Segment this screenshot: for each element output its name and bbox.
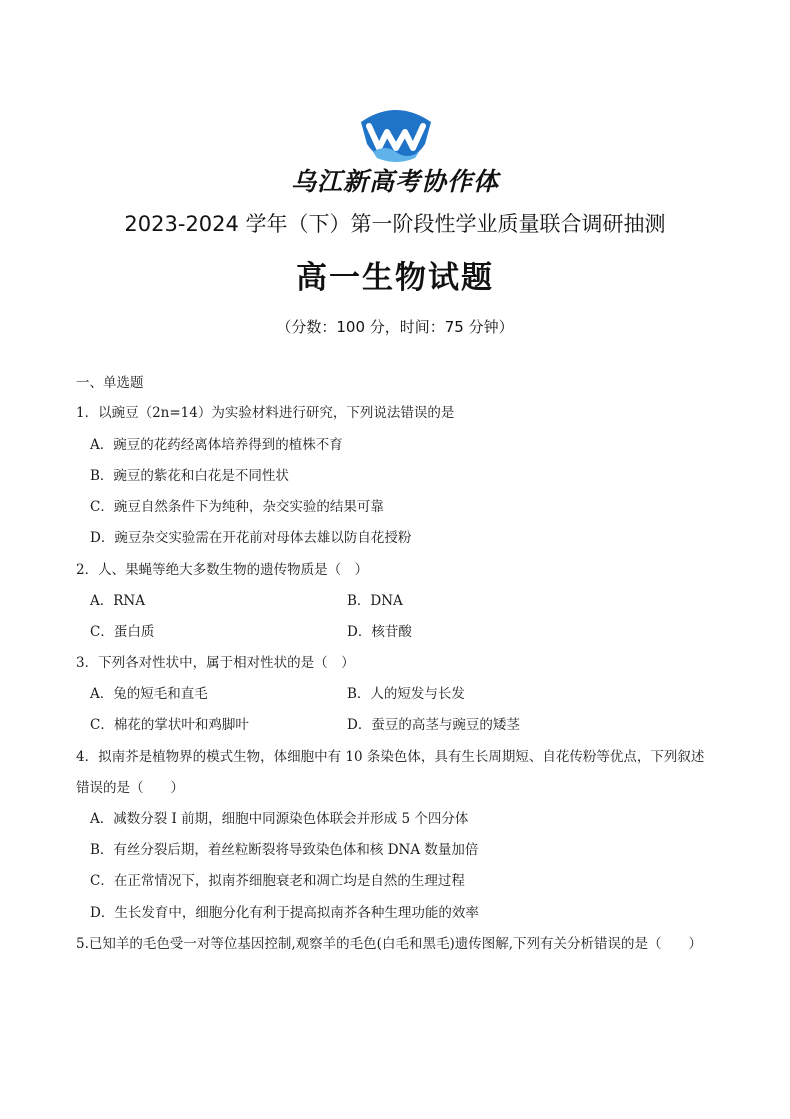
question-3-stem: 3．下列各对性状中，属于相对性状的是（ ） <box>76 655 355 671</box>
question-5-stem: 5.已知羊的毛色受一对等位基因控制,观察羊的毛色(白毛和黑毛)遗传图解,下列有关分析错误的是（ ） <box>76 936 702 952</box>
question-2-option-a: A．RNA <box>90 593 145 609</box>
question-3-option-a: A．兔的短毛和直毛 <box>90 686 208 702</box>
question-1-option-d: D．豌豆杂交实验需在开花前对母体去雄以防自花授粉 <box>90 530 412 546</box>
question-2-option-c: C．蛋白质 <box>90 624 155 640</box>
question-3-option-c: C．棉花的掌状叶和鸡脚叶 <box>90 717 249 733</box>
question-3-option-b: B．人的短发与长发 <box>347 686 465 702</box>
exam-meta: （分数：100 分，时间：75 分钟） <box>276 318 514 336</box>
question-1-stem: 1．以豌豆（2n=14）为实验材料进行研究，下列说法错误的是 <box>76 405 455 421</box>
section-title: 一、单选题 <box>76 375 144 391</box>
page-title: 高一生物试题 <box>296 260 494 296</box>
question-1-option-b: B．豌豆的紫花和白花是不同性状 <box>90 468 289 484</box>
question-4-option-c: C．在正常情况下，拟南芥细胞衰老和凋亡均是自然的生理过程 <box>90 873 465 889</box>
question-4-stem-line1: 4．拟南芥是植物界的模式生物，体细胞中有 10 条染色体，具有生长周期短、自花传粉等优点，下列叙述 <box>76 749 705 765</box>
question-4-option-b: B．有丝分裂后期，着丝粒断裂将导致染色体和核 DNA 数量加倍 <box>90 842 479 858</box>
question-3-option-d: D．蚕豆的高茎与豌豆的矮茎 <box>347 717 520 733</box>
question-4-stem-line2: 错误的是（ ） <box>76 780 184 796</box>
exam-subtitle: 2023-2024 学年（下）第一阶段性学业质量联合调研抽测 <box>124 212 666 236</box>
question-1-option-a: A．豌豆的花药经离体培养得到的植株不育 <box>90 437 343 453</box>
question-2-stem: 2．人、果蝇等绝大多数生物的遗传物质是（ ） <box>76 562 369 578</box>
logo-icon <box>355 104 437 162</box>
question-1-option-c: C．豌豆自然条件下为纯种，杂交实验的结果可靠 <box>90 499 384 515</box>
question-2-option-b: B．DNA <box>347 593 403 609</box>
question-4-option-d: D．生长发育中，细胞分化有利于提高拟南芥各种生理功能的效率 <box>90 905 479 921</box>
question-4-option-a: A．减数分裂 I 前期，细胞中同源染色体联会并形成 5 个四分体 <box>90 811 469 827</box>
logo-text: 乌江新高考协作体 <box>290 167 499 196</box>
question-2-option-d: D．核苷酸 <box>347 624 412 640</box>
